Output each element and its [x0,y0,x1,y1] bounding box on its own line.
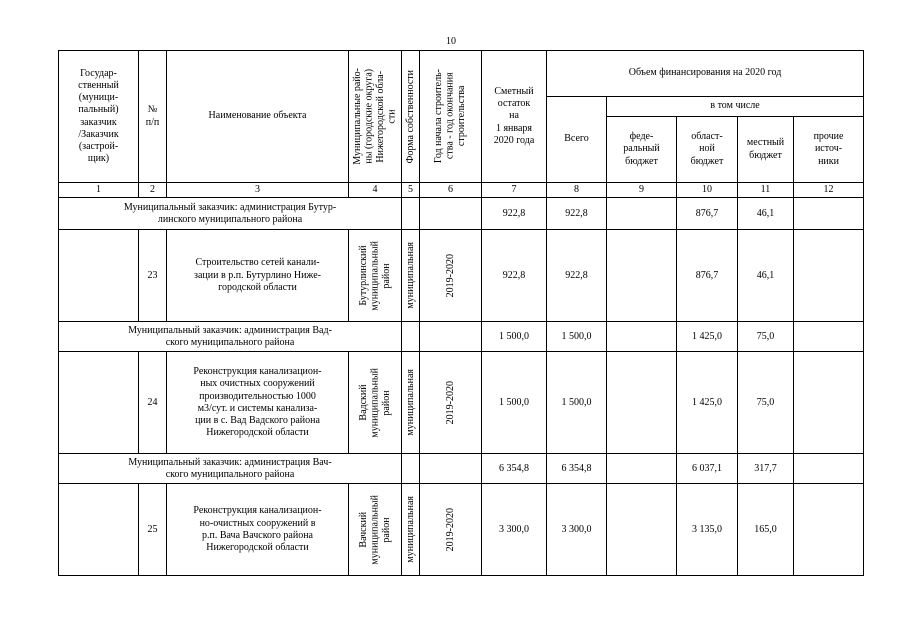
other-value [794,484,864,576]
local-value: 75,0 [738,352,794,454]
col-number: 5 [402,183,420,198]
object-years: 2019-2020 [420,230,482,322]
col-number: 9 [607,183,677,198]
col-number: 4 [349,183,402,198]
balance-value: 922,8 [482,198,547,230]
total-value: 6 354,8 [547,454,607,484]
page-number: 10 [446,36,456,47]
col-number: 2 [139,183,167,198]
federal-value [607,322,677,352]
customer-name: Муниципальный заказчик: администрация Вад- ского муниципального района [59,322,402,352]
object-district: Вадский муниципальный район [349,352,402,454]
balance-value: 922,8 [482,230,547,322]
header-financing: Объем финансирования на 2020 год [547,51,864,97]
header-object-name: Наименование объекта [167,51,349,183]
local-value: 75,0 [738,322,794,352]
regional-value: 876,7 [677,230,738,322]
other-value [794,230,864,322]
header-regional: област- ной бюджет [677,117,738,183]
header-balance: Сметный остаток на 1 января 2020 года [482,51,547,183]
federal-value [607,484,677,576]
local-value: 165,0 [738,484,794,576]
customer-row [59,454,864,484]
balance-value: 3 300,0 [482,484,547,576]
federal-value [607,454,677,484]
header-including: в том числе [607,97,864,117]
local-value: 46,1 [738,198,794,230]
regional-value: 6 037,1 [677,454,738,484]
object-number: 23 [139,230,167,322]
object-years: 2019-2020 [420,352,482,454]
col-number: 6 [420,183,482,198]
object-district: Вачский муниципальный район [349,484,402,576]
header-ownership: Форма собственности [402,51,420,183]
customer-name: Муниципальный заказчик: администрация Бутур- линского муниципального района [59,198,402,230]
federal-value [607,230,677,322]
financing-table [58,50,864,576]
object-years: 2019-2020 [420,484,482,576]
local-value: 46,1 [738,230,794,322]
object-number: 25 [139,484,167,576]
header-district: Муниципальные райо- ны (городские округа) Нижегородской обла- сти [349,51,402,183]
customer-row [59,198,864,230]
header-customer: Государ- ственный (муници- пальный) заказчик /Заказчик (застрой- щик) [59,51,139,183]
balance-value: 1 500,0 [482,352,547,454]
object-row [59,484,864,576]
total-value: 922,8 [547,198,607,230]
col-number: 1 [59,183,139,198]
object-name: Реконструкция канализацион- ных очистных сооружений производительностью 1000 м3/сут. и системы канализа- ции в с. Вад Вадского района Нижегородской области [167,352,349,454]
column-numbers-row [59,183,864,198]
regional-value: 1 425,0 [677,322,738,352]
total-value: 3 300,0 [547,484,607,576]
other-value [794,322,864,352]
total-value: 1 500,0 [547,352,607,454]
object-ownership: муниципальная [402,230,420,322]
balance-value: 1 500,0 [482,322,547,352]
header-other: прочие источ- ники [794,117,864,183]
object-row [59,230,864,322]
regional-value: 3 135,0 [677,484,738,576]
customer-name: Муниципальный заказчик: администрация Вач- ского муниципального района [59,454,402,484]
col-number: 3 [167,183,349,198]
federal-value [607,198,677,230]
object-ownership: муниципальная [402,484,420,576]
header-federal: феде- ральный бюджет [607,117,677,183]
local-value: 317,7 [738,454,794,484]
object-row [59,352,864,454]
header-years: Год начала строитель- ства - год окончания строительства [420,51,482,183]
other-value [794,454,864,484]
col-number: 7 [482,183,547,198]
header-row [59,51,864,97]
total-value: 1 500,0 [547,322,607,352]
regional-value: 1 425,0 [677,352,738,454]
object-district: Бутурлинский муниципальный район [349,230,402,322]
col-number: 10 [677,183,738,198]
col-number: 11 [738,183,794,198]
regional-value: 876,7 [677,198,738,230]
object-number: 24 [139,352,167,454]
header-local: местный бюджет [738,117,794,183]
object-name: Строительство сетей канали- зации в р.п. Бутурлино Ниже- городской области [167,230,349,322]
other-value [794,352,864,454]
header-total: Всего [547,97,607,183]
object-ownership: муниципальная [402,352,420,454]
col-number: 8 [547,183,607,198]
federal-value [607,352,677,454]
object-name: Реконструкция канализацион- но-очистных сооружений в р.п. Вача Вачского района Нижегородской области [167,484,349,576]
other-value [794,198,864,230]
header-number: № п/п [139,51,167,183]
balance-value: 6 354,8 [482,454,547,484]
col-number: 12 [794,183,864,198]
customer-row [59,322,864,352]
total-value: 922,8 [547,230,607,322]
